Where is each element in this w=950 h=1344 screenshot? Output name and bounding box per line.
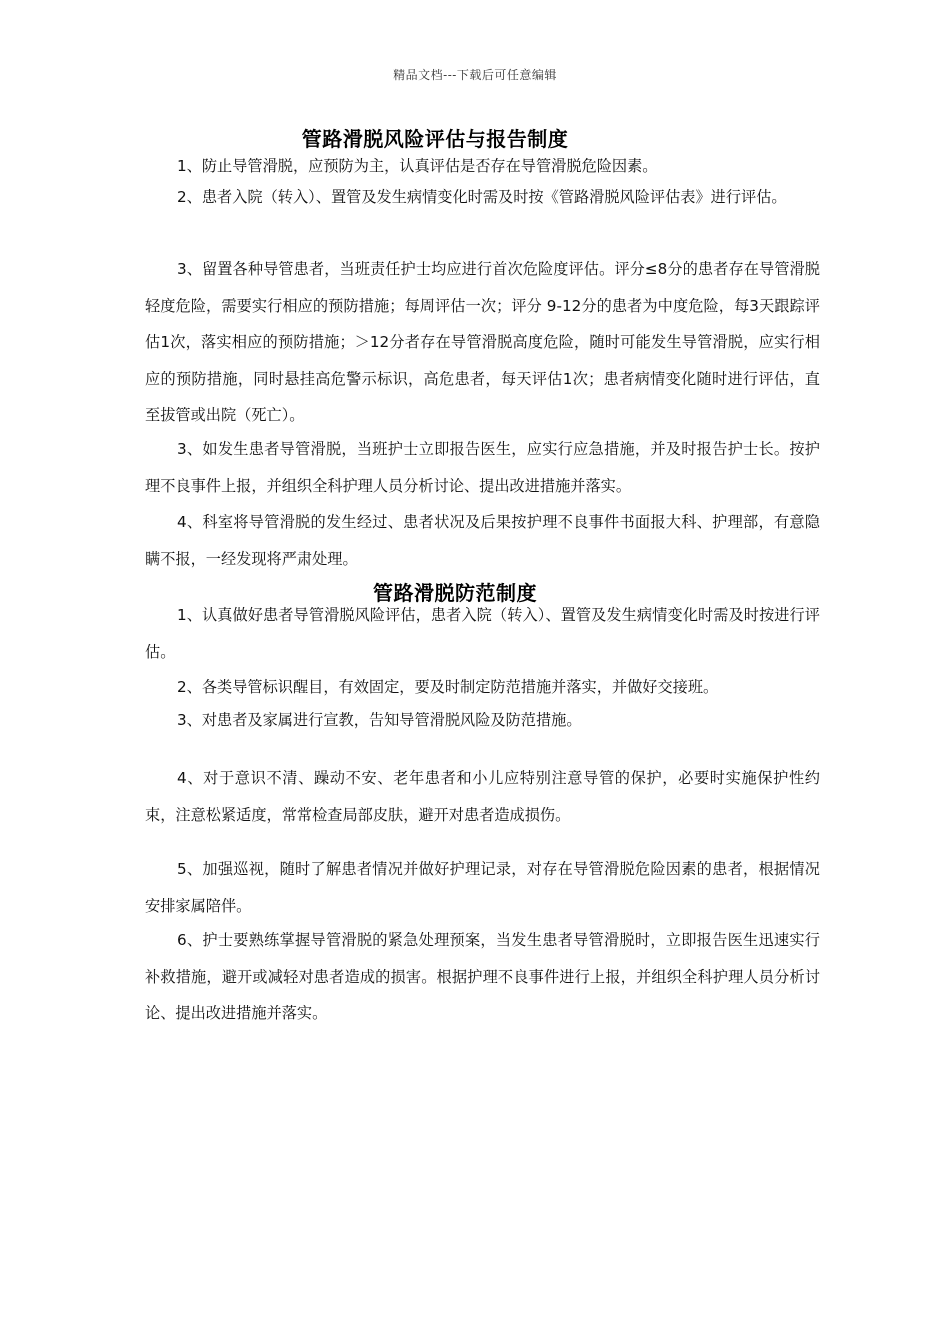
- paragraph-1-2: 2、患者入院（转入）、置管及发生病情变化时需及时按《管路滑脱风险评估表》进行评估。: [177, 188, 787, 206]
- section-title-prevention: 管路滑脱防范制度: [373, 581, 537, 605]
- paragraph-2-3: 3、对患者及家属进行宣教，告知导管滑脱风险及防范措施。: [177, 711, 582, 729]
- paragraph-2-1: 1、认真做好患者导管滑脱风险评估，患者入院（转入）、置管及发生病情变化时需及时按进行评估。: [145, 606, 820, 661]
- paragraph-1-3: 3、留置各种导管患者，当班责任护士均应进行首次危险度评估。评分≤8分的患者存在导管滑脱轻度危险，需要实行相应的预防措施；每周评估一次；评分 9-12分的患者为中度危险，每3天跟踪评估1次，落实相应的预防措施；＞12分者存在导管滑脱高度危险，随时可能发生导管滑脱，应实行相应的预防措施，同时悬挂高危警示标识，高危患者，每天评估1次；患者病情变化随时进行评估，直至拔管或出院（死亡）。: [145, 260, 820, 424]
- paragraph-2-4: 4、对于意识不清、躁动不安、老年患者和小儿应特别注意导管的保护，必要时实施保护性约束，注意松紧适度，常常检查局部皮肤，避开对患者造成损伤。: [145, 769, 820, 824]
- page-header: 精品文档---下载后可任意编辑: [393, 68, 557, 82]
- paragraph-1-5: 4、科室将导管滑脱的发生经过、患者状况及后果按护理不良事件书面报大科、护理部，有意隐瞒不报，一经发现将严肃处理。: [145, 513, 820, 568]
- section-title-risk-assessment: 管路滑脱风险评估与报告制度: [301, 127, 569, 151]
- paragraph-2-6: 6、护士要熟练掌握导管滑脱的紧急处理预案，当发生患者导管滑脱时，立即报告医生迅速实行补救措施，避开或减轻对患者造成的损害。根据护理不良事件进行上报，并组织全科护理人员分析讨论、提出改进措施并落实。: [145, 931, 820, 1022]
- paragraph-2-2: 2、各类导管标识醒目，有效固定，要及时制定防范措施并落实，并做好交接班。: [177, 678, 719, 696]
- paragraph-1-1: 1、防止导管滑脱，应预防为主，认真评估是否存在导管滑脱危险因素。: [177, 157, 658, 175]
- paragraph-1-4: 3、如发生患者导管滑脱，当班护士立即报告医生，应实行应急措施，并及时报告护士长。按护理不良事件上报，并组织全科护理人员分析讨论、提出改进措施并落实。: [145, 440, 820, 495]
- paragraph-2-5: 5、加强巡视，随时了解患者情况并做好护理记录，对存在导管滑脱危险因素的患者，根据情况安排家属陪伴。: [145, 860, 820, 915]
